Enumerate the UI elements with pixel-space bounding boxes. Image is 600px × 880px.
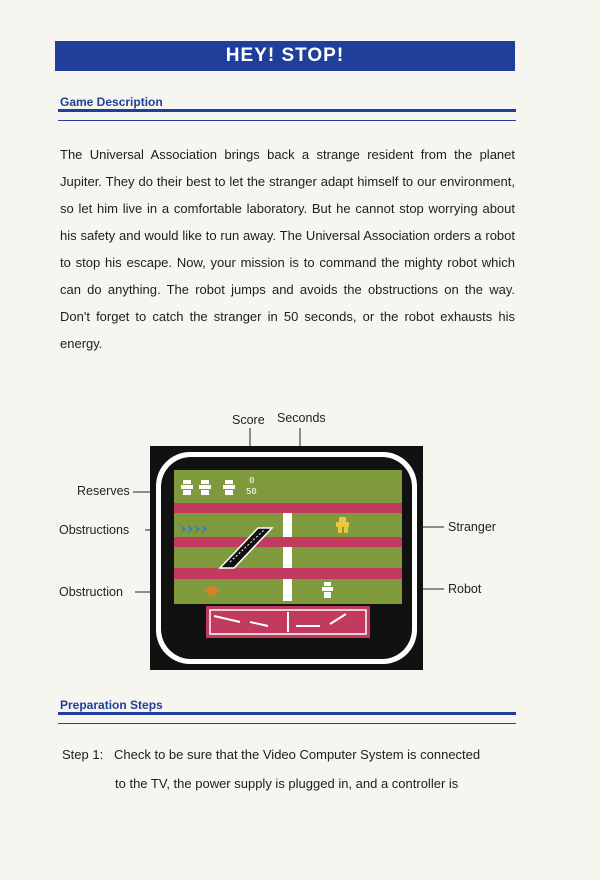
door	[283, 579, 292, 601]
page-title: HEY! STOP!	[55, 41, 515, 71]
label-obstructions: Obstructions	[59, 523, 130, 537]
label-stranger: Stranger	[448, 520, 496, 534]
game-description-heading: Game Description	[60, 95, 163, 109]
label-reserves: Reserves	[77, 484, 130, 498]
door	[283, 547, 292, 568]
stripe	[174, 537, 402, 547]
label-seconds: Seconds	[277, 411, 326, 425]
seconds-readout: 50	[246, 487, 257, 497]
door	[283, 513, 292, 537]
preparation-step-1	[62, 740, 517, 798]
stripe	[174, 503, 402, 513]
stripe	[174, 568, 402, 579]
preparation-heading: Preparation Steps	[60, 698, 163, 712]
step-text-line1: Check to be sure that the Video Computer System is connected	[114, 747, 481, 762]
reserve-robots	[181, 480, 235, 495]
step-number: Step 1:	[62, 747, 104, 762]
step-text-line2: to the TV, the power supply is plugged in, and a controller is	[115, 776, 459, 791]
section-rule	[58, 712, 516, 724]
score-readout: 0	[249, 476, 255, 486]
game-description-text: The Universal Association brings back a strange resident from the planet Jupiter. They do their best to let the stranger adapt himself to our environment, so let him live in a comfortable laboratory. But he cannot stop worrying about his safety and would like to run away. The Universal Association orders a robot to stop his escape. Now, your mission is to command the mighty robot which can do anything. The robot jumps and avoids the obstructions on the way. Don't forget to catch the stranger in 50 seconds, or the robot exhausts his energy.	[60, 147, 515, 351]
label-obstruction: Obstruction	[59, 585, 123, 599]
label-robot: Robot	[448, 582, 482, 596]
label-score: Score	[232, 413, 265, 427]
